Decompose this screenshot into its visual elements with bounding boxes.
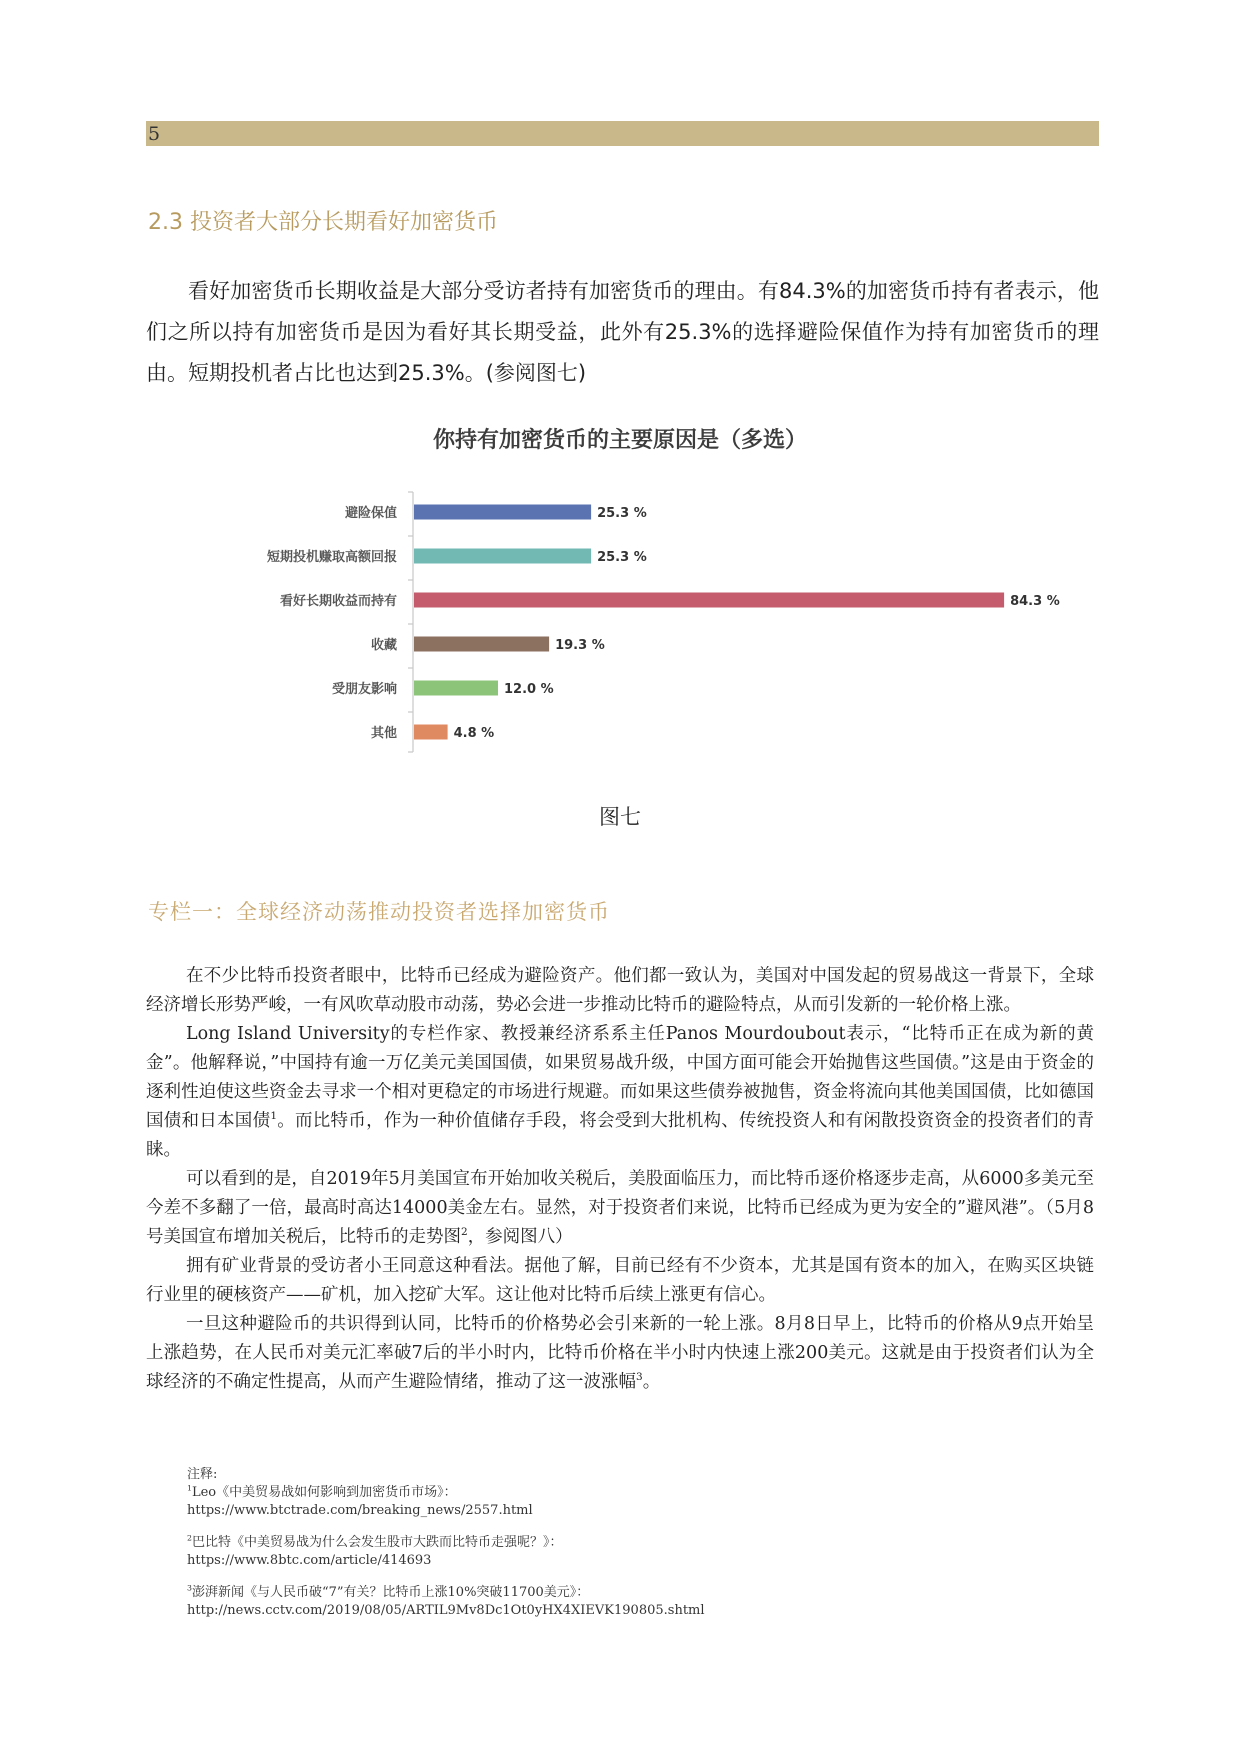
bar	[414, 681, 498, 696]
footnote-2-url[interactable]: https://www.8btc.com/article/414693	[187, 1553, 432, 1568]
value-label: 25.3 %	[597, 506, 647, 521]
footnote-2-title: 巴比特《中美贸易战为什么会发生股市大跌而比特币走强呢？》：	[191, 1535, 563, 1550]
column-paragraph-5-text-b: 。	[642, 1372, 661, 1392]
category-label: 受朋友影响	[331, 682, 397, 697]
column-paragraph-5-text-a: 一旦这种避险币的共识得到认同，比特币的价格势必会引来新的一轮上涨。8月8日早上，比特币的价格从9点开始呈上涨趋势，在人民币对美元汇率破7后的半小时内，比特币价格在半小时内快速上涨200美元。这就是由于投资者们认为全球经济的不确定性提高，从而产生避险情绪，推动了这一波涨幅	[146, 1314, 1094, 1392]
column-paragraph-4: 拥有矿业背景的受访者小王同意这种看法。据他了解，目前已经有不少资本，尤其是国有资本的加入，在购买区块链行业里的硬核资产——矿机，加入挖矿大军。这让他对比特币后续上涨更有信心。	[146, 1256, 1094, 1305]
footnote-1	[187, 1484, 1067, 1520]
page-number: 5	[148, 123, 161, 145]
figure-caption: 图七	[599, 805, 641, 829]
bar	[414, 637, 549, 652]
footnote-2-marker: 2	[187, 1533, 192, 1543]
section-title: 2.3 投资者大部分长期看好加密货币	[148, 210, 498, 235]
footnote-1-url[interactable]: https://www.btctrade.com/breaking_news/2557.html	[187, 1503, 533, 1518]
intro-text	[146, 271, 1099, 394]
column-paragraph-3-text-b: ，参阅图八）	[467, 1227, 573, 1247]
value-label: 84.3 %	[1010, 594, 1060, 609]
footnote-2	[187, 1534, 1067, 1570]
value-label: 4.8 %	[453, 726, 495, 741]
footnote-ref-3: 3	[636, 1371, 643, 1384]
footnote-1-title: Leo《中美贸易战如何影响到加密货币市场》：	[191, 1485, 457, 1500]
column-paragraph-2-text-a: Long Island University的专栏作家、教授兼经济系系主任Panos Mourdoubout表示，“比特币正在成为新的黄金”。他解释说，”中国持有逾一万亿美元美国国债，如果贸易战升级，中国方面可能会开始抛售这些国债。”这是由于资金的逐利性迫使这些资金去寻求一个相对更稳定的市场进行规避。而如果这些债券被抛售，资金将流向其他美国国债，比如德国国债和日本国债	[146, 1024, 1094, 1131]
footnote-1-marker: 1	[187, 1483, 192, 1493]
category-label: 短期投机赚取高额回报	[266, 550, 397, 565]
footnote-3-marker: 3	[187, 1583, 192, 1593]
value-label: 12.0 %	[504, 682, 554, 697]
column-paragraph-2-text-b: 。而比特币，作为一种价值储存手段，将会受到大批机构、传统投资人和有闲散投资资金的投资者们的青睐。	[146, 1111, 1095, 1160]
footnote-3-url[interactable]: http://news.cctv.com/2019/08/05/ARTIL9Mv8Dc1Ot0yHX4XIEVK190805.shtml	[187, 1603, 705, 1618]
reasons-bar-chart	[0, 480, 1240, 770]
footnotes	[187, 1466, 1067, 1620]
column-paragraph-2	[146, 1020, 1094, 1165]
bar	[414, 505, 591, 520]
bar	[414, 549, 591, 564]
chart-title: 你持有加密货币的主要原因是（多选）	[432, 428, 807, 453]
value-label: 25.3 %	[597, 550, 647, 565]
footnotes-heading: 注释:	[187, 1467, 218, 1482]
footnote-3-title: 澎湃新闻《与人民币破“7”有关？比特币上涨10%突破11700美元》：	[191, 1585, 590, 1600]
category-label: 看好长期收益而持有	[279, 594, 397, 609]
category-label: 其他	[370, 726, 397, 741]
footnote-ref-2: 2	[461, 1226, 468, 1239]
column-body	[146, 962, 1094, 1397]
column-title: 专栏一：全球经济动荡推动投资者选择加密货币	[148, 900, 610, 924]
column-paragraph-5	[146, 1310, 1094, 1397]
bar	[414, 593, 1004, 608]
column-paragraph-3-text-a: 可以看到的是，自2019年5月美国宣布开始加收关税后，美股面临压力，而比特币逐价格逐步走高，从6000多美元至今差不多翻了一倍，最高时高达14000美金左右。显然，对于投资者们来说，比特币已经成为更为安全的”避风港”。（5月8号美国宣布增加关税后，比特币的走势图	[146, 1169, 1094, 1247]
page-header-bar	[146, 121, 1099, 146]
footnote-ref-1: 1	[270, 1110, 278, 1123]
value-label: 19.3 %	[555, 638, 605, 653]
category-label: 避险保值	[344, 506, 397, 521]
bar	[414, 725, 448, 740]
footnote-3	[187, 1584, 1067, 1620]
column-paragraph-1: 在不少比特币投资者眼中，比特币已经成为避险资产。他们都一致认为，美国对中国发起的贸易战这一背景下，全球经济增长形势严峻，一有风吹草动股市动荡，势必会进一步推动比特币的避险特点，从而引发新的一轮价格上涨。	[146, 966, 1094, 1015]
category-label: 收藏	[370, 638, 397, 653]
column-paragraph-3	[146, 1165, 1094, 1252]
intro-paragraph: 看好加密货币长期收益是大部分受访者持有加密货币的理由。有84.3%的加密货币持有者表示，他们之所以持有加密货币是因为看好其长期受益，此外有25.3%的选择避险保值作为持有加密货币的理由。短期投机者占比也达到25.3%。(参阅图七)	[146, 279, 1099, 385]
